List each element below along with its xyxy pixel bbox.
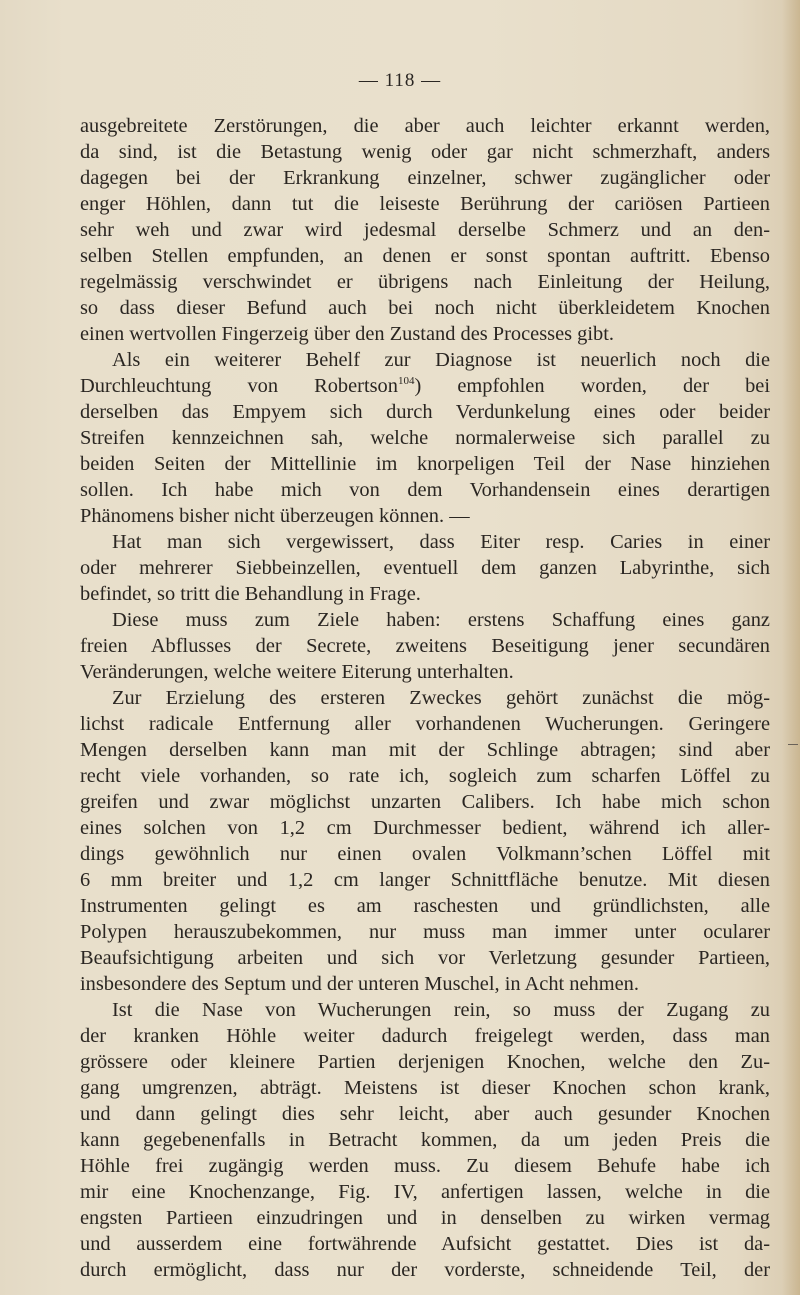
text-line: Instrumenten gelingt es am raschesten und gründlichsten, alle <box>80 895 770 917</box>
body-text <box>80 113 770 1283</box>
text-line-with-footnote <box>80 373 770 399</box>
text-line: einen wertvollen Fingerzeig über den Zustand des Processes gibt. <box>80 323 614 345</box>
text-line: dings gewöhnlich nur einen ovalen Volkmann’schen Löffel mit <box>80 843 770 865</box>
text-line: Diese muss zum Ziele haben: erstens Schaffung eines ganz <box>112 609 770 631</box>
text-line: kann gegebenenfalls in Betracht kommen, da um jeden Preis die <box>80 1129 770 1151</box>
edge-mark <box>788 744 798 745</box>
text-line: Mengen derselben kann man mit der Schlinge abtragen; sind aber <box>80 739 770 761</box>
text-line: Zur Erzielung des ersteren Zweckes gehört zunächst die mög- <box>112 687 770 709</box>
text-line: sollen. Ich habe mich von dem Vorhandensein eines derartigen <box>80 479 770 501</box>
text-fragment: ) empfohlen worden, der bei <box>414 375 770 397</box>
text-line: Als ein weiterer Behelf zur Diagnose ist neuerlich noch die <box>112 349 770 371</box>
text-line: durch ermöglicht, dass nur der vorderste, schneidende Teil, der <box>80 1259 770 1281</box>
text-line: der kranken Höhle weiter dadurch freigelegt werden, dass man <box>80 1025 770 1047</box>
text-line: da sind, ist die Betastung wenig oder gar nicht schmerzhaft, anders <box>80 141 770 163</box>
text-line: oder mehrerer Siebbeinzellen, eventuell dem ganzen Labyrinthe, sich <box>80 557 770 579</box>
text-line: selben Stellen empfunden, an denen er sonst spontan auftritt. Ebenso <box>80 245 770 267</box>
text-line: greifen und zwar möglichst unzarten Calibers. Ich habe mich schon <box>80 791 770 813</box>
text-line: Streifen kennzeichnen sah, welche normalerweise sich parallel zu <box>80 427 770 449</box>
footnote-reference: 104 <box>397 375 415 388</box>
text-line: beiden Seiten der Mittellinie im knorpeligen Teil der Nase hinziehen <box>80 453 770 475</box>
text-line: recht viele vorhanden, so rate ich, sogleich zum scharfen Löffel zu <box>80 765 770 787</box>
page-edge-shadow <box>782 0 800 1295</box>
text-line: Polypen herauszubekommen, nur muss man immer unter ocularer <box>80 921 770 943</box>
text-line: Höhle frei zugängig werden muss. Zu diesem Behufe habe ich <box>80 1155 770 1177</box>
text-line: ausgebreitete Zerstörungen, die aber auch leichter erkannt werden, <box>80 115 770 137</box>
text-line: Ist die Nase von Wucherungen rein, so muss der Zugang zu <box>112 999 770 1021</box>
text-line: so dass dieser Befund auch bei noch nicht überkleidetem Knochen <box>80 297 770 319</box>
text-line: grössere oder kleinere Partien derjenigen Knochen, welche den Zu- <box>80 1051 770 1073</box>
text-line: freien Abflusses der Secrete, zweitens Beseitigung jener secundären <box>80 635 770 657</box>
text-line: befindet, so tritt die Behandlung in Frage. <box>80 583 421 605</box>
text-line: Beaufsichtigung arbeiten und sich vor Verletzung gesunder Partieen, <box>80 947 770 969</box>
text-line: engsten Partieen einzudringen und in denselben zu wirken vermag <box>80 1207 770 1229</box>
text-line: dagegen bei der Erkrankung einzelner, schwer zugänglicher oder <box>80 167 770 189</box>
text-line: und ausserdem eine fortwährende Aufsicht gestattet. Dies ist da- <box>80 1233 770 1255</box>
text-fragment: Durchleuchtung von Robertson <box>80 375 398 397</box>
text-line: sehr weh und zwar wird jedesmal derselbe Schmerz und an den- <box>80 219 770 241</box>
text-line: Veränderungen, welche weitere Eiterung unterhalten. <box>80 661 514 683</box>
text-line: mir eine Knochenzange, Fig. IV, anfertigen lassen, welche in die <box>80 1181 770 1203</box>
text-line: Phänomens bisher nicht überzeugen können. — <box>80 505 470 527</box>
text-line: enger Höhlen, dann tut die leiseste Berührung der cariösen Partieen <box>80 193 770 215</box>
page-number: — 118 — <box>358 70 442 91</box>
text-line: 6 mm breiter und 1,2 cm langer Schnittfläche benutze. Mit diesen <box>80 869 770 891</box>
text-line: insbesondere des Septum und der unteren Muschel, in Acht nehmen. <box>80 973 639 995</box>
text-line: derselben das Empyem sich durch Verdunkelung eines oder beider <box>80 401 770 423</box>
text-line: lichst radicale Entfernung aller vorhandenen Wucherungen. Geringere <box>80 713 770 735</box>
text-line: Hat man sich vergewissert, dass Eiter resp. Caries in einer <box>112 531 770 553</box>
text-line: regelmässig verschwindet er übrigens nach Einleitung der Heilung, <box>80 271 770 293</box>
text-line: und dann gelingt dies sehr leicht, aber auch gesunder Knochen <box>80 1103 770 1125</box>
text-line: eines solchen von 1,2 cm Durchmesser bedient, während ich aller- <box>80 817 770 839</box>
text-line: gang umgrenzen, abträgt. Meistens ist dieser Knochen schon krank, <box>80 1077 770 1099</box>
